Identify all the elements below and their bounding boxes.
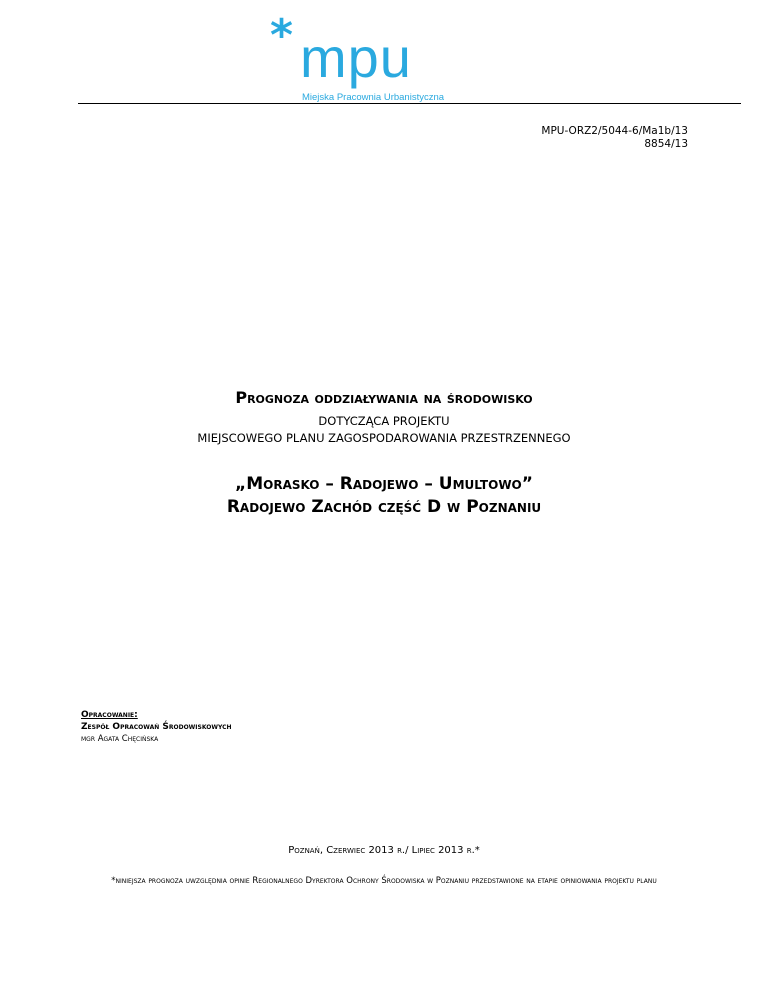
document-title <box>0 388 768 447</box>
title-main: Prognoza oddziaływania na środowisko <box>235 388 533 407</box>
title-subtitle <box>0 413 768 447</box>
credits <box>81 709 232 745</box>
plan-name-line-1: „Morasko – Radojewo – Umultowo” <box>235 474 533 494</box>
credits-label: Opracowanie: <box>81 710 138 720</box>
footnote: *niniejsza prognoza uwzględnia opinie Regionalnego Dyrektora Ochrony Środowiska w Poznaniu przedstawione na etapie opiniowania projektu planu <box>111 876 657 886</box>
credits-person: mgr Agata Chęcińska <box>81 734 159 744</box>
document-date: Poznań, Czerwiec 2013 r./ Lipiec 2013 r.* <box>288 845 480 856</box>
logo-wordmark: mpu <box>300 26 412 89</box>
reference-line-2: 8854/13 <box>644 138 688 150</box>
header-divider <box>78 103 741 104</box>
title-sub-line-1: DOTYCZĄCA PROJEKTU <box>318 414 450 428</box>
logo-subtitle: Miejska Pracownia Urbanistyczna <box>302 92 445 103</box>
plan-name <box>0 473 768 519</box>
title-sub-line-2: MIEJSCOWEGO PLANU ZAGOSPODAROWANIA PRZESTRZENNEGO <box>197 431 571 445</box>
plan-name-line-2: Radojewo Zachód część D w Poznaniu <box>226 497 542 517</box>
reference-numbers <box>541 125 688 151</box>
logo-star-icon: * <box>270 10 294 61</box>
credits-team: Zespół Opracowań Środowiskowych <box>81 722 232 732</box>
mpu-logo <box>270 10 470 103</box>
reference-line-1: MPU-ORZ2/5044-6/Ma1b/13 <box>541 125 688 137</box>
